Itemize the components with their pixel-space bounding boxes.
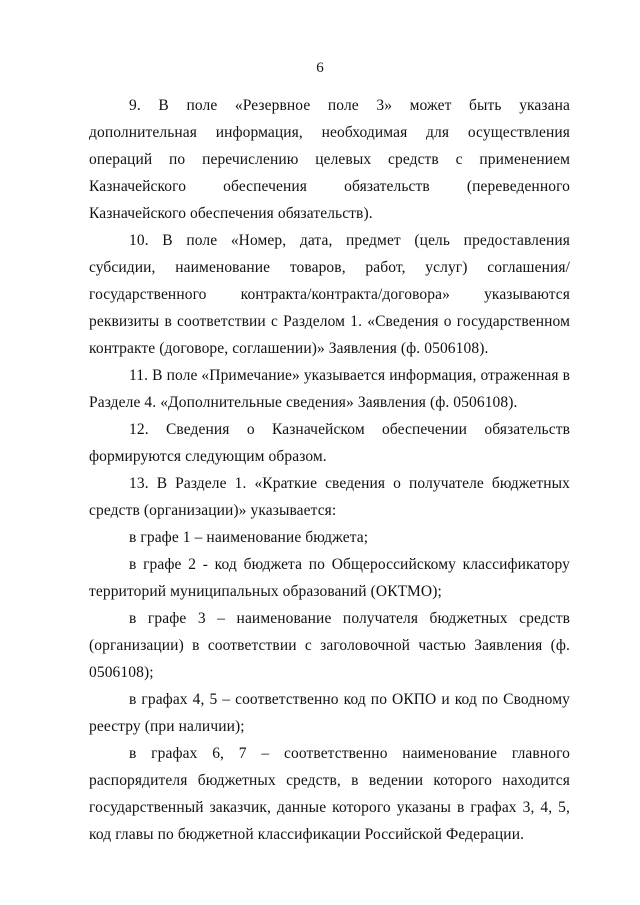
paragraph-13: 13. В Разделе 1. «Краткие сведения о получателе бюджетных средств (организации)» указывается: xyxy=(89,475,570,519)
column-1-item: в графе 1 – наименование бюджета; xyxy=(129,529,369,546)
paragraph-11: 11. В поле «Примечание» указывается информация, отраженная в Разделе 4. «Дополнительные сведения» Заявления (ф. 0506108). xyxy=(89,367,570,411)
paragraph-9: 9. В поле «Резервное поле 3» может быть указана дополнительная информация, необходимая для осуществления операций по перечислению целевых средств с применением Казначейского обеспечения обязательств (переведенного Казначейского обеспечения обязательств). xyxy=(89,97,570,222)
columns-6-7-item: в графах 6, 7 – соответственно наименование главного распорядителя бюджетных средств, в ведении которого находится государственный заказчик, данные которого указаны в графах 3, 4, 5, код главы по бюджетной классификации Российской Федерации. xyxy=(89,745,570,843)
paragraph-12: 12. Сведения о Казначейском обеспечении обязательств формируются следующим образом. xyxy=(89,421,570,465)
paragraph-10: 10. В поле «Номер, дата, предмет (цель предоставления субсидии, наименование товаров, работ, услуг) соглашения/государственного контракта/контракта/договора» указываются реквизиты в соответствии с Разделом 1. «Сведения о государственном контракте (договоре, соглашении)» Заявления (ф. 0506108). xyxy=(89,232,570,357)
document-body xyxy=(89,92,570,848)
page-number: 6 xyxy=(316,60,324,76)
column-3-item: в графе 3 – наименование получателя бюджетных средств (организации) в соответствии с заголовочной частью Заявления (ф. 0506108); xyxy=(89,610,570,681)
column-2-item: в графе 2 - код бюджета по Общероссийскому классификатору территорий муниципальных образований (ОКТМО); xyxy=(89,556,570,600)
columns-4-5-item: в графах 4, 5 – соответственно код по ОКПО и код по Сводному реестру (при наличии); xyxy=(89,691,570,735)
